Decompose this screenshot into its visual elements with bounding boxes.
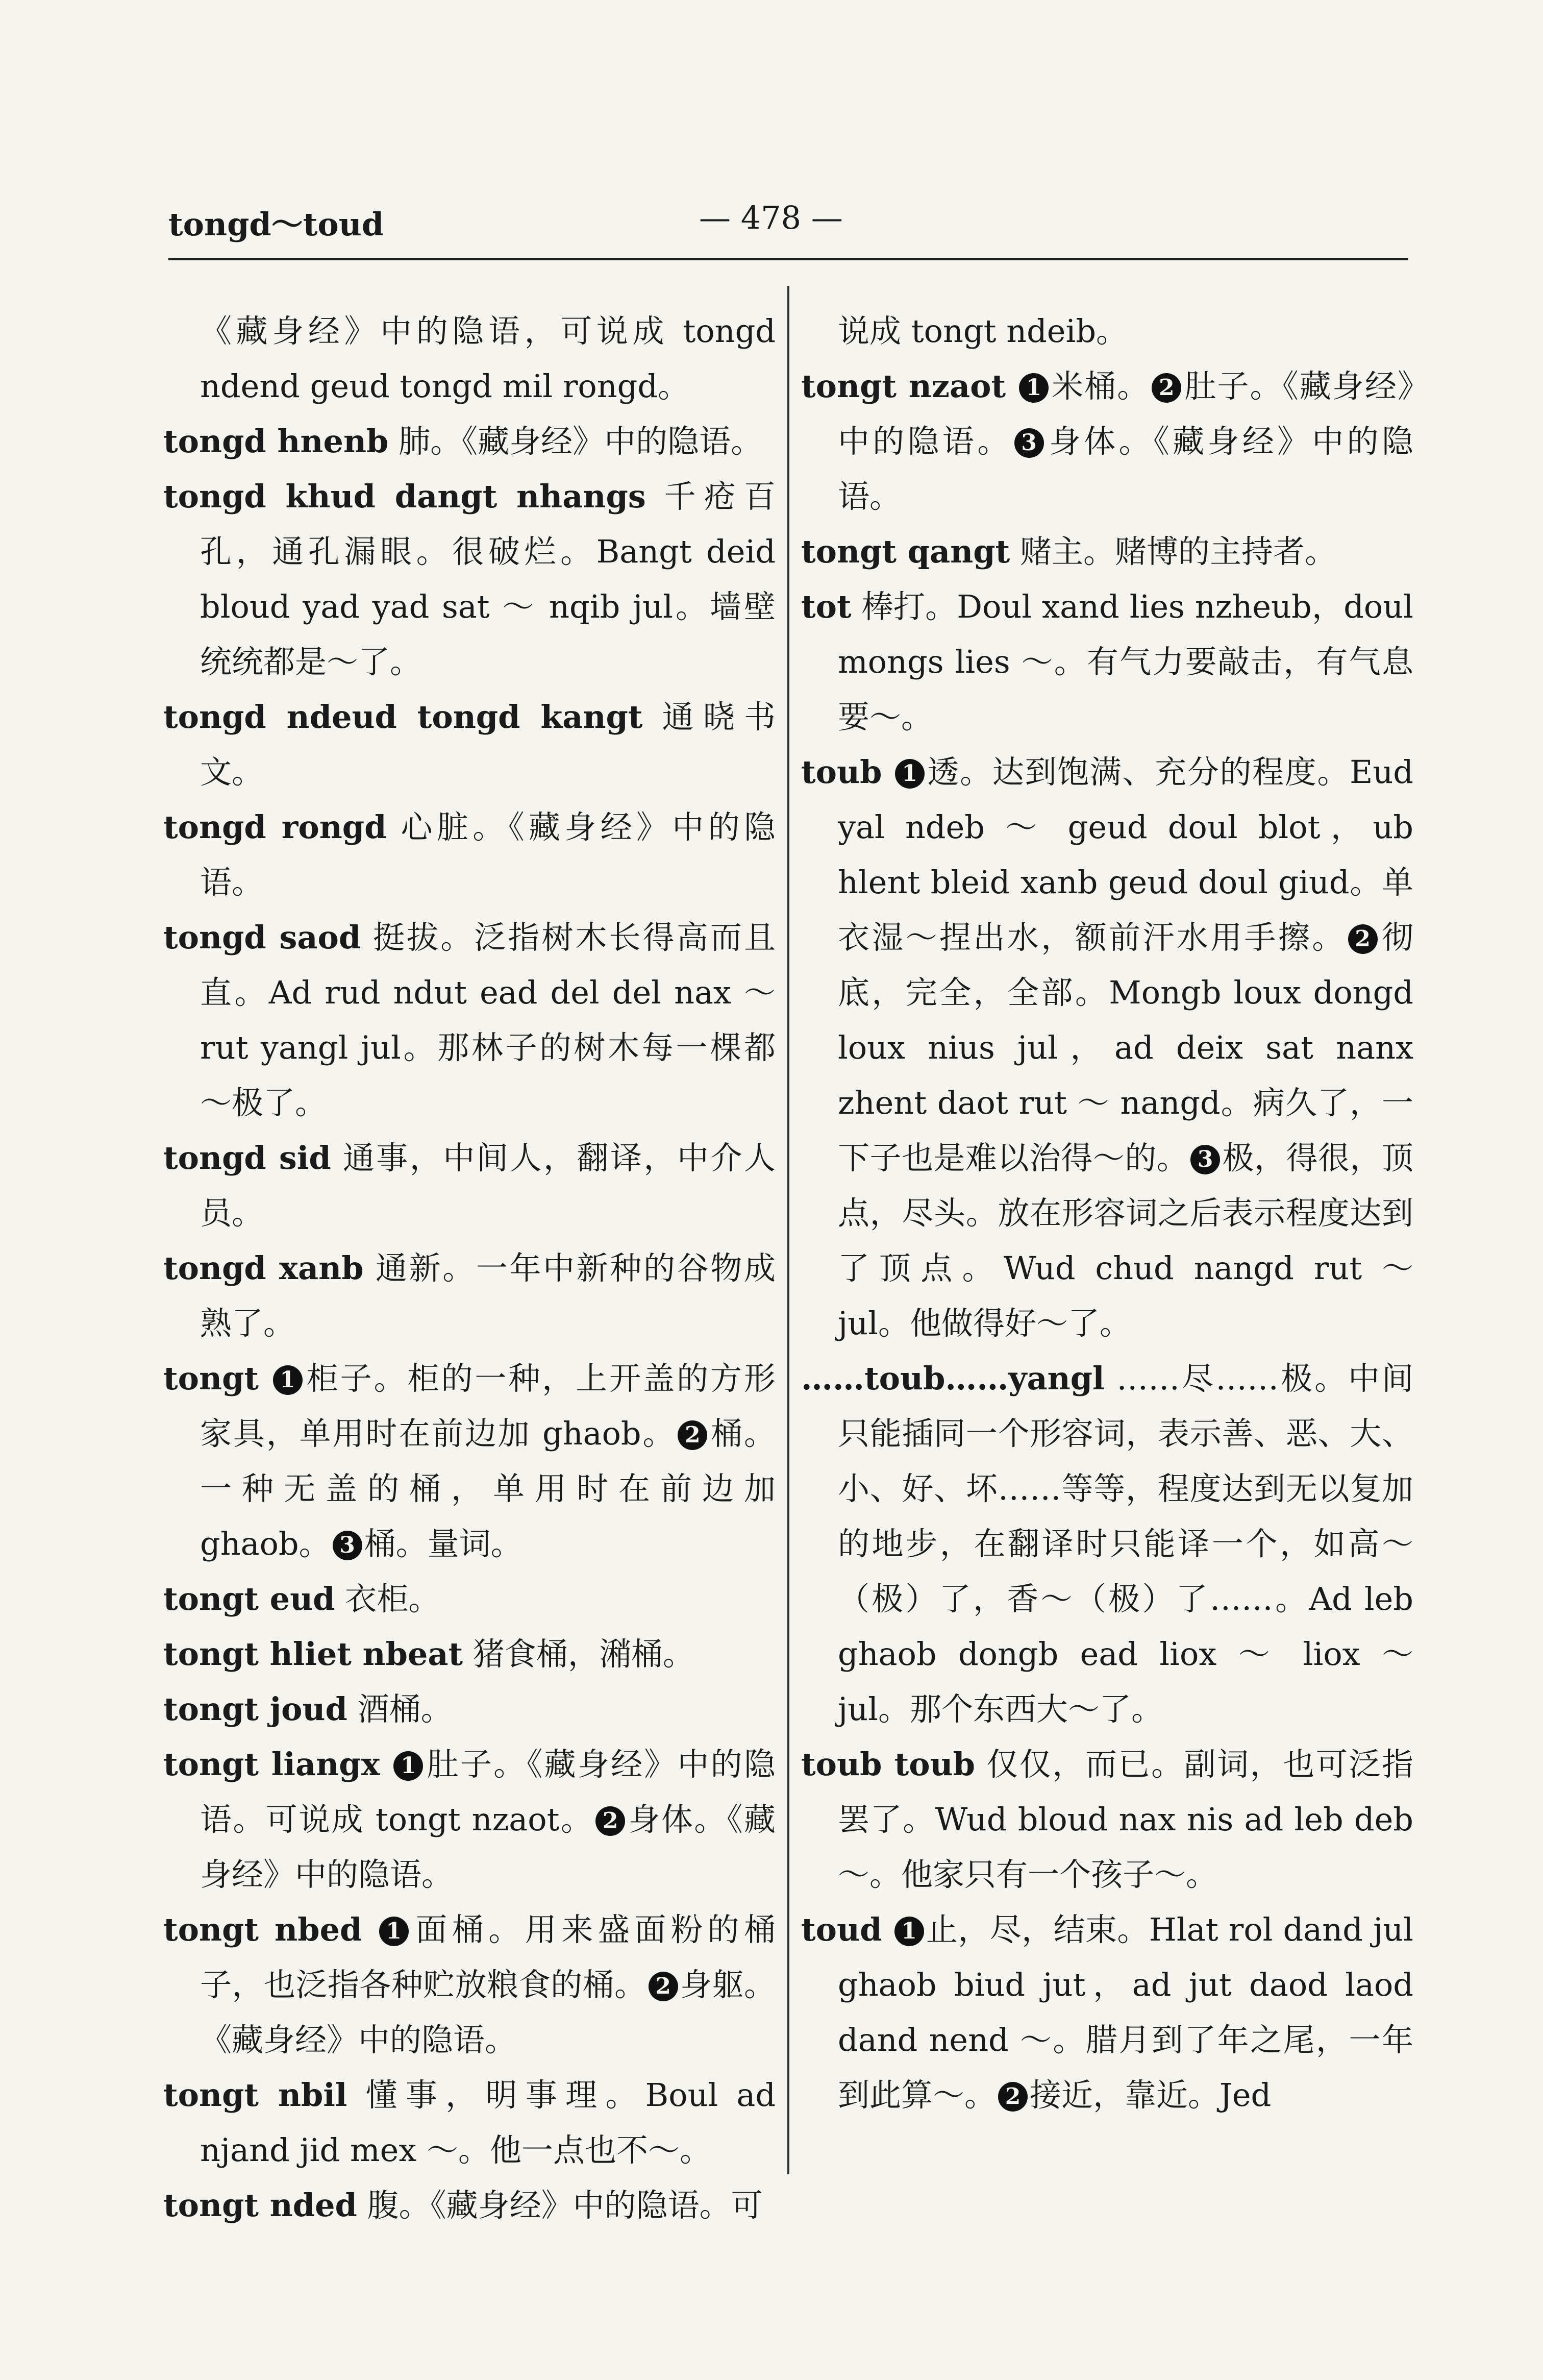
entry-headword: tongd khud dangt nhangs <box>163 478 646 515</box>
dictionary-entry <box>801 1902 1413 2123</box>
entry-definition: 说成 tongt ndeib。 <box>838 312 1128 350</box>
entry-definition: 懂事，明事理。Boul ad njand jid mex ～。他一点也不～。 <box>200 2076 776 2169</box>
sense-definition: 米桶。 <box>1050 367 1150 405</box>
sense-number: 1 <box>379 1917 409 1946</box>
entry-definition: 赌主。赌博的主持者。 <box>1010 533 1336 570</box>
entry-definition: 肺。《藏身经》中的隐语。 <box>388 423 763 460</box>
entry-headword: tongt liangx <box>163 1746 380 1783</box>
entry-headword: tot <box>801 588 852 625</box>
entry-headword: tongt nbed <box>163 1911 362 1948</box>
dictionary-entry <box>801 579 1413 745</box>
entry-definition: 腹。《藏身经》中的隐语。可 <box>357 2187 763 2224</box>
entry-headword: tongt joud <box>163 1690 347 1728</box>
sense-definition: 身躯。《藏身经》中的隐语。 <box>200 1966 776 2058</box>
entry-headword: tongt nzaot <box>801 367 1006 405</box>
header-entry-range: tongd～toud <box>168 206 384 243</box>
sense-definition: 肚子。《藏身经》中的隐语。 <box>838 367 1413 460</box>
entry-continuation <box>163 304 776 414</box>
entry-headword: tongt qangt <box>801 533 1010 570</box>
sense-definition: 柜子。柜的一种，上开盖的方形家具，单用时在前边加 ghaob。 <box>200 1360 776 1452</box>
entry-definition: 《藏身经》中的隐语，可说成 tongd ndend geud tongd mil rongd。 <box>200 312 776 405</box>
column-divider <box>787 286 789 2174</box>
dictionary-entry <box>163 910 776 1131</box>
sense-number: 2 <box>1152 373 1181 403</box>
entry-headword: toub toub <box>801 1746 975 1783</box>
entry-headword: toub <box>801 753 882 791</box>
sense-number: 1 <box>1019 373 1049 403</box>
entry-headword: tongd hnenb <box>163 423 389 460</box>
entry-definition: 仅仅，而已。副词，也可泛指罢了。Wud bloud nax nis ad leb deb ～。他家只有一个孩子～。 <box>838 1746 1413 1893</box>
dictionary-entry <box>801 745 1413 1351</box>
dictionary-entry <box>163 1241 776 1351</box>
sense-definition: 接近，靠近。Jed <box>1030 2076 1272 2114</box>
entry-definition: ……尽……极。中间只能插同一个形容词，表示善、恶、大、小、好、坏……等等，程度达到无以复加的地步，在翻译时只能译一个，如高～（极）了，香～（极）了……。Ad leb ghaob dongb ead liox ～ liox ～ jul。那个东西大～了。 <box>838 1360 1413 1728</box>
dictionary-entry <box>163 2178 776 2233</box>
page-number: — 478 — <box>699 199 843 236</box>
entry-definition: 猪食桶，潲桶。 <box>463 1635 694 1673</box>
dictionary-entry <box>801 1351 1413 1737</box>
dictionary-entry <box>163 1737 776 1902</box>
entry-headword: tongt hliet nbeat <box>163 1635 463 1673</box>
entry-headword: tongt nbil <box>163 2076 347 2114</box>
sense-definition: 彻底，完全，全部。Mongb loux dongd loux nius jul，ad deix sat nanx zhent daot rut ～ nangd。病久了，一下子也是难以治得～的。 <box>838 919 1413 1176</box>
sense-definition: 极，得很，顶点，尽头。放在形容词之后表示程度达到了顶点。Wud chud nangd rut ～ jul。他做得好～了。 <box>838 1139 1413 1342</box>
entry-definition: 心脏。《藏身经》中的隐语。 <box>200 808 776 901</box>
sense-number: 1 <box>393 1751 423 1781</box>
dictionary-entry <box>163 1627 776 1682</box>
sense-number: 2 <box>1348 924 1378 954</box>
entry-headword: toud <box>801 1911 882 1948</box>
entry-definition: 棒打。Doul xand lies nzheub，doul mongs lies ～。有气力要敲击，有气息要～。 <box>838 588 1413 735</box>
entry-headword: tongd ndeud tongd kangt <box>163 698 643 735</box>
dictionary-entry <box>163 469 776 690</box>
entry-headword: ……toub……yangl <box>801 1360 1105 1397</box>
sense-number: 1 <box>273 1365 303 1395</box>
page-header <box>168 194 1408 255</box>
dictionary-entry <box>801 359 1413 524</box>
entry-headword: tongt <box>163 1360 259 1397</box>
dictionary-entry <box>163 1902 776 2068</box>
dictionary-entry <box>163 1351 776 1572</box>
right-column <box>801 304 1413 2123</box>
dictionary-entry <box>163 1131 776 1241</box>
sense-number: 3 <box>1190 1145 1220 1174</box>
dictionary-entry <box>801 1737 1413 1902</box>
sense-number: 2 <box>595 1806 625 1836</box>
entry-headword: tongd xanb <box>163 1249 364 1287</box>
sense-definition: 止，尽，结束。Hlat rol dand jul ghaob biud jut，ad jut daod laod dand nend ～。腊月到了年之尾，一年到此算～。 <box>838 1911 1413 2114</box>
entry-definition: 酒桶。 <box>347 1690 453 1728</box>
sense-number: 2 <box>678 1420 707 1450</box>
sense-definition: 身体。《藏身经》中的隐语。 <box>200 1801 776 1893</box>
dictionary-entry <box>163 2068 776 2178</box>
sense-definition: 桶。量词。 <box>364 1525 522 1562</box>
entry-definition: 通新。一年中新种的谷物成熟了。 <box>200 1249 776 1342</box>
entry-definition: 通晓书文。 <box>200 698 776 791</box>
header-rule <box>168 258 1408 260</box>
sense-definition: 透。达到饱满、充分的程度。Eud yal ndeb ～ geud doul blot，ub hlent bleid xanb geud doul giud。单衣湿～捏出水，额前汗水用手擦。 <box>838 753 1413 956</box>
entry-definition: 衣柜。 <box>335 1580 440 1617</box>
entry-continuation <box>801 304 1413 359</box>
entry-definition: 千疮百孔，通孔漏眼。很破烂。Bangt deid bloud yad yad sat ～ nqib jul。墙壁统统都是～了。 <box>200 478 776 680</box>
sense-number: 2 <box>998 2082 1028 2112</box>
sense-number: 3 <box>333 1531 362 1560</box>
entry-headword: tongd saod <box>163 919 361 956</box>
entry-definition: 挺拔。泛指树木长得高而且直。Ad rud ndut ead del del nax ～ rut yangl jul。那林子的树木每一棵都～极了。 <box>200 919 776 1121</box>
entry-headword: tongt eud <box>163 1580 335 1617</box>
sense-number: 2 <box>649 1972 678 2001</box>
dictionary-entry <box>163 800 776 910</box>
dictionary-entry <box>163 1682 776 1737</box>
sense-definition: 肚子。《藏身经》中的隐语。可说成 tongt nzaot。 <box>200 1746 776 1838</box>
entry-headword: tongd sid <box>163 1139 331 1176</box>
dictionary-entry <box>163 1572 776 1627</box>
entry-headword: tongt nded <box>163 2187 357 2224</box>
left-column <box>163 304 776 2233</box>
sense-number: 3 <box>1014 428 1044 458</box>
sense-definition: 身体。《藏身经》中的隐语。 <box>838 423 1413 515</box>
sense-number: 1 <box>894 1917 924 1946</box>
entry-headword: tongd rongd <box>163 808 387 846</box>
sense-number: 1 <box>895 759 925 789</box>
dictionary-entry <box>801 524 1413 579</box>
entry-definition: 通事，中间人，翻译，中介人员。 <box>200 1139 776 1232</box>
dictionary-entry <box>163 414 776 469</box>
sense-definition: 面桶。用来盛面粉的桶子，也泛指各种贮放粮食的桶。 <box>200 1911 776 2003</box>
sense-definition: 桶。一种无盖的桶，单用时在前边加 ghaob。 <box>200 1415 776 1562</box>
dictionary-entry <box>163 690 776 800</box>
